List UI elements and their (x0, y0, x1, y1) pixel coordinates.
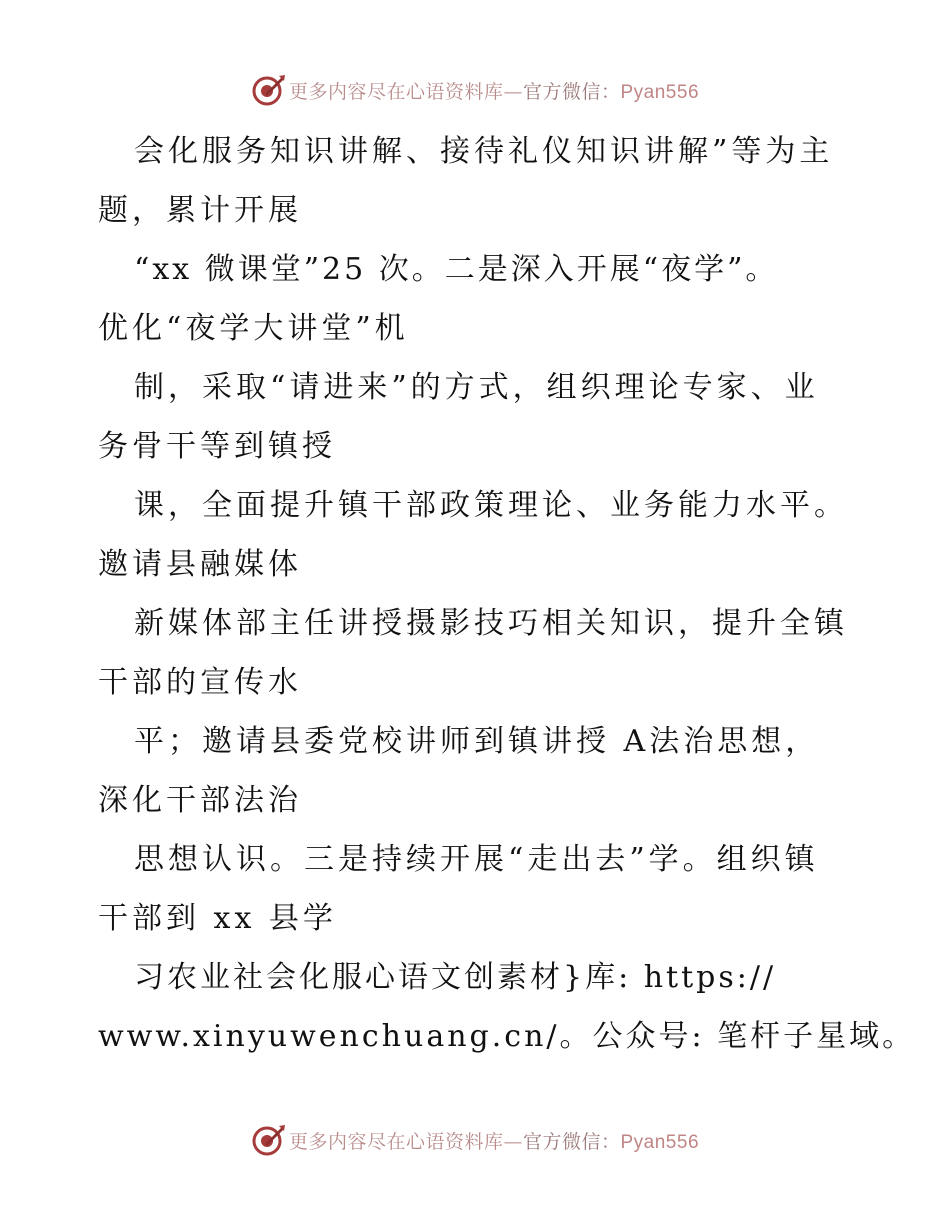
body-line: 平；邀请县委党校讲师到镇讲授 A法治思想， (134, 724, 820, 759)
body-line: 题，累计开展 (98, 193, 302, 228)
body-line: 邀请县融媒体 (98, 547, 302, 582)
body-line: 思想认识。三是持续开展“走出去”学。组织镇 (134, 842, 819, 877)
body-line: 制，采取“请进来”的方式，组织理论专家、业 (134, 370, 819, 405)
header-banner-content (251, 72, 699, 108)
header-wechat-label: 官方微信： (522, 80, 621, 103)
header-banner-text (289, 77, 699, 104)
body-line: 会化服务知识讲解、接待礼仪知识讲解”等为主 (134, 134, 834, 169)
header-wechat-handle: Pyan556 (620, 81, 700, 103)
quill-logo-icon (251, 1122, 287, 1158)
body-line: 干部的宣传水 (98, 665, 302, 700)
footer-banner-text (289, 1127, 699, 1154)
body-line: 课，全面提升镇干部政策理论、业务能力水平。 (134, 488, 848, 523)
quill-logo-icon (251, 72, 287, 108)
footer-wechat-handle: Pyan556 (620, 1131, 700, 1153)
body-line: 深化干部法治 (98, 783, 302, 818)
footer-banner (0, 1120, 950, 1160)
body-line: 习农业社会化服心语文创素材}库: https:// (134, 960, 777, 995)
body-line: www.xinyuwenchuang.cn/。公众号: 笔杆子星域。 (98, 1019, 916, 1054)
header-banner (0, 70, 950, 110)
header-separator: — (503, 80, 523, 103)
body-line: 新媒体部主任讲授摄影技巧相关知识，提升全镇 (134, 606, 848, 641)
footer-promo-text: 更多内容尽在心语资料库 (288, 1130, 504, 1153)
body-line: 优化“夜学大讲堂”机 (98, 311, 409, 346)
document-body (98, 122, 916, 1066)
body-line: “xx 微课堂”25 次。二是深入开展“夜学”。 (134, 252, 779, 287)
footer-separator: — (503, 1130, 523, 1153)
header-promo-text: 更多内容尽在心语资料库 (288, 80, 504, 103)
body-line: 务骨干等到镇授 (98, 429, 336, 464)
footer-banner-content (251, 1122, 699, 1158)
body-line: 干部到 xx 县学 (98, 901, 337, 936)
footer-wechat-label: 官方微信： (522, 1130, 621, 1153)
